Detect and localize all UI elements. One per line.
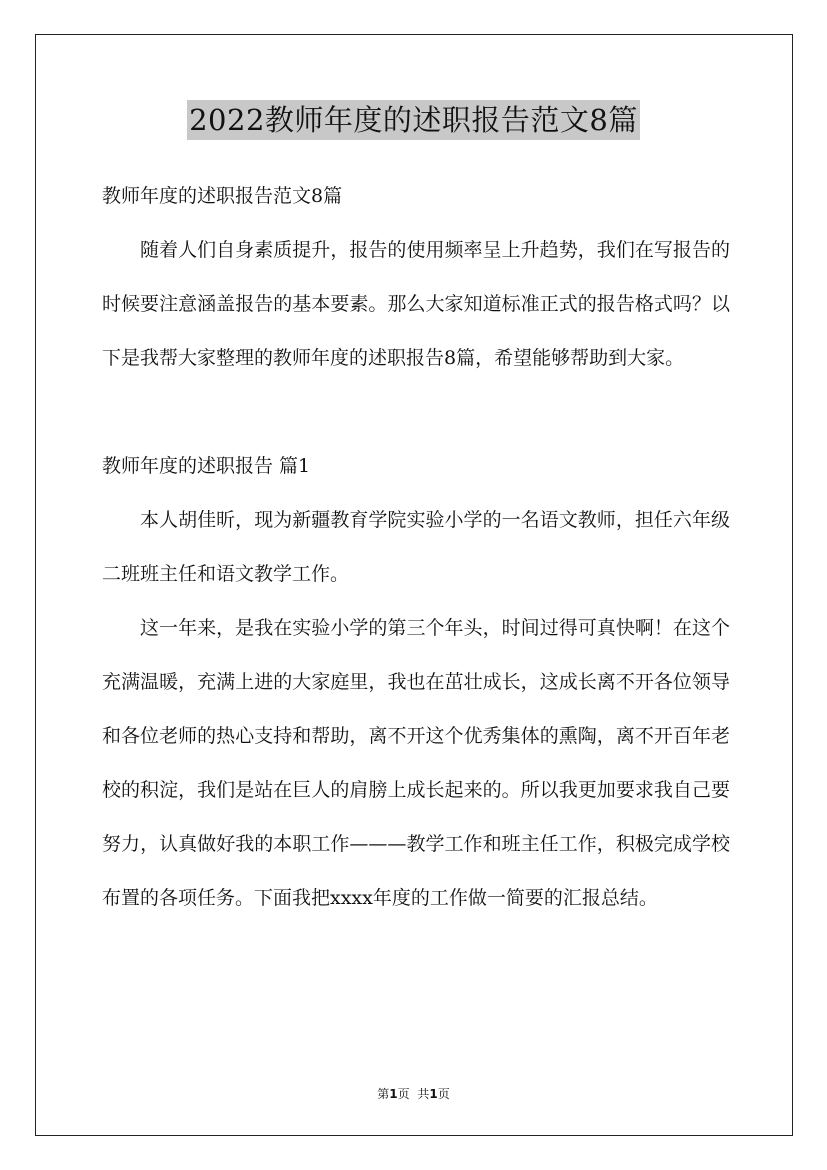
total-pages: 1 [429, 1087, 438, 1101]
section-heading: 教师年度的述职报告 篇1 [102, 455, 311, 477]
blank-line [102, 385, 730, 439]
total-prefix: 共 [417, 1087, 430, 1101]
document-subtitle: 教师年度的述职报告范文8篇 [102, 185, 343, 207]
page-footer [0, 1085, 827, 1102]
title-container [0, 100, 827, 140]
document-body [102, 169, 730, 925]
page-number: 1 [389, 1087, 398, 1101]
intro-paragraph: 随着人们自身素质提升，报告的使用频率呈上升趋势，我们在写报告的时候要注意涵盖报告的基本要素。那么大家知道标准正式的报告格式吗？以下是我帮大家整理的教师年度的述职报告8篇，希望能够帮助到大家。 [102, 239, 730, 369]
page-suffix: 页 [397, 1087, 410, 1101]
total-suffix: 页 [437, 1087, 450, 1101]
paragraph-2: 这一年来，是我在实验小学的第三个年头，时间过得可真快啊！在这个充满温暖，充满上进的大家庭里，我也在茁壮成长，这成长离不开各位领导和各位老师的热心支持和帮助，离不开这个优秀集体的熏陶，离不开百年老校的积淀，我们是站在巨人的肩膀上成长起来的。所以我更加要求我自己要努力，认真做好我的本职工作———教学工作和班主任工作，积极完成学校布置的各项任务。下面我把xxxx年度的工作做一简要的汇报总结。 [102, 617, 730, 909]
page-prefix: 第 [377, 1087, 390, 1101]
document-title: 2022教师年度的述职报告范文8篇 [187, 100, 640, 140]
paragraph-1: 本人胡佳昕，现为新疆教育学院实验小学的一名语文教师，担任六年级二班班主任和语文教学工作。 [102, 509, 730, 585]
